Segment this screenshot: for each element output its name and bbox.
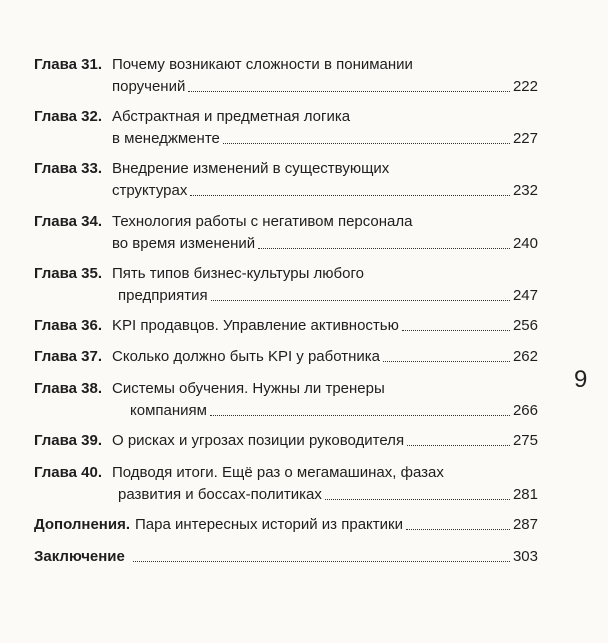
page-number: 222 <box>512 78 538 95</box>
chapter-title: Подводя итоги. Ещё раз о мегамашинах, фазах <box>112 464 444 481</box>
page-number: 227 <box>512 130 538 147</box>
toc-entry-34 <box>34 211 538 255</box>
leader-dots <box>211 300 510 301</box>
chapter-title: Сколько должно быть KPI у работника <box>112 348 381 365</box>
page-number: 275 <box>512 432 538 449</box>
toc-entry-39 <box>34 430 538 452</box>
chapter-title-cont: в менеджменте <box>112 130 220 147</box>
page-number: 287 <box>512 516 538 533</box>
toc-entry-36 <box>34 315 538 337</box>
page-number: 262 <box>512 348 538 365</box>
toc-entry-32 <box>34 106 538 150</box>
chapter-title: Технология работы с негативом персонала <box>112 213 413 230</box>
toc-entry-appendix <box>34 514 538 536</box>
leader-dots <box>223 143 510 144</box>
chapter-label: Глава 39. <box>34 432 103 449</box>
toc-entry-33 <box>34 158 538 202</box>
page-number: 303 <box>512 548 538 565</box>
chapter-title-cont: развития и боссах-политиках <box>118 486 322 503</box>
chapter-label: Глава 35. <box>34 265 103 282</box>
chapter-title-cont: структурах <box>112 182 188 199</box>
chapter-label: Глава 36. <box>34 317 103 334</box>
leader-dots <box>407 445 510 446</box>
leader-dots <box>383 361 510 362</box>
chapter-title: Пять типов бизнес-культуры любого <box>112 265 364 282</box>
page-number: 281 <box>512 486 538 503</box>
page-number: 240 <box>512 235 538 252</box>
page-number: 256 <box>512 317 538 334</box>
leader-dots <box>406 529 510 530</box>
section-label: Заключение <box>34 548 125 565</box>
section-label: Дополнения. <box>34 516 131 533</box>
page-number: 247 <box>512 287 538 304</box>
chapter-title: Внедрение изменений в существующих <box>112 160 390 177</box>
chapter-label: Глава 32. <box>34 108 103 125</box>
leader-dots <box>210 415 510 416</box>
toc-entry-40 <box>34 462 538 506</box>
chapter-label: Глава 34. <box>34 213 103 230</box>
chapter-title: Системы обучения. Нужны ли тренеры <box>112 380 385 397</box>
chapter-label: Глава 38. <box>34 380 103 397</box>
leader-dots <box>325 499 510 500</box>
page-folio-number: 9 <box>574 366 588 393</box>
chapter-label: Глава 37. <box>34 348 103 365</box>
chapter-title-cont: во время изменений <box>112 235 256 252</box>
leader-dots <box>402 330 510 331</box>
toc-entry-conclusion <box>34 546 538 568</box>
chapter-title: KPI продавцов. Управление активностью <box>112 317 399 334</box>
chapter-label: Глава 31. <box>34 56 103 73</box>
chapter-label: Глава 40. <box>34 464 103 481</box>
chapter-label: Глава 33. <box>34 160 103 177</box>
leader-dots <box>133 561 510 562</box>
toc-entry-37 <box>34 346 538 368</box>
chapter-title: Почему возникают сложности в понимании <box>112 56 413 73</box>
section-title: Пара интересных историй из практики <box>135 516 403 533</box>
leader-dots <box>258 248 510 249</box>
chapter-title-cont: компаниям <box>130 402 207 419</box>
chapter-title-cont: предприятия <box>118 287 208 304</box>
chapter-title: О рисках и угрозах позиции руководителя <box>112 432 405 449</box>
page-number: 232 <box>512 182 538 199</box>
leader-dots <box>190 195 510 196</box>
toc-entry-38 <box>34 378 538 422</box>
page-number: 266 <box>512 402 538 419</box>
toc-entry-31 <box>34 54 538 98</box>
leader-dots <box>188 91 510 92</box>
chapter-title: Абстрактная и предметная логика <box>112 108 351 125</box>
toc-entry-35 <box>34 263 538 307</box>
chapter-title-cont: поручений <box>112 78 186 95</box>
